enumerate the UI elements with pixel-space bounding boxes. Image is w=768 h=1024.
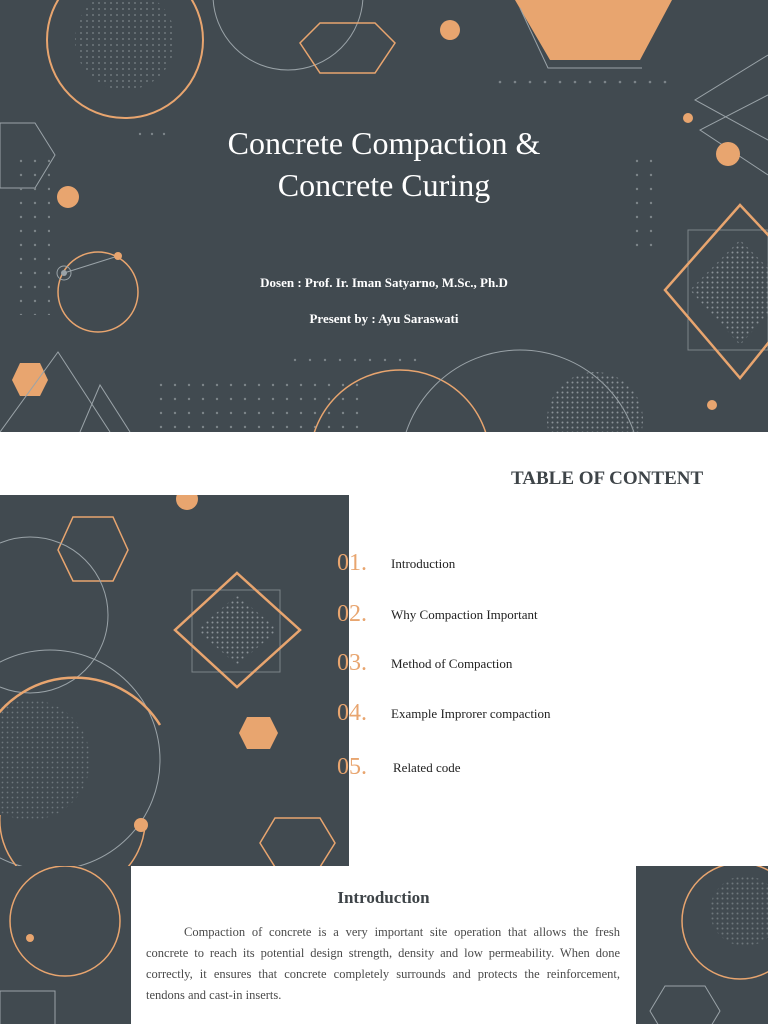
toc-item-number: 02.: [337, 601, 367, 627]
introduction-card: [131, 866, 636, 1024]
toc-item-number: 03.: [337, 650, 367, 676]
title-line-2: Concrete Curing: [277, 167, 491, 203]
introduction-paragraph: Compaction of concrete is a very important site operation that allows the fresh concrete to reach its potential design strength, density and low permeability. When done correctly, it ensures that concrete completely surrounds and protects the reinforcement, tendons and cast-in inserts.: [146, 925, 620, 1002]
introduction-heading: Introduction: [337, 888, 430, 907]
toc-decoration-panel: [0, 495, 349, 866]
presenter-name: Present by : Ayu Saraswati: [309, 311, 459, 326]
presentation-title: [0, 122, 768, 206]
toc-item-label: Related code: [393, 760, 461, 775]
title-slide-decoration: [0, 0, 768, 432]
toc-item-label: Introduction: [391, 556, 456, 571]
toc-item-label: Example Improrer compaction: [391, 706, 551, 721]
toc-item-number: 05.: [337, 754, 367, 780]
title-slide: [0, 0, 768, 432]
toc-item-number: 01.: [337, 550, 367, 576]
toc-item-label: Method of Compaction: [391, 656, 513, 671]
title-line-1: Concrete Compaction &: [227, 125, 541, 161]
table-of-content-slide: [0, 432, 768, 866]
toc-item-label: Why Compaction Important: [391, 607, 538, 622]
introduction-slide: [0, 866, 768, 1024]
toc-item-number: 04.: [337, 700, 367, 726]
toc-heading: TABLE OF CONTENT: [511, 468, 704, 489]
lecturer-name: Dosen : Prof. Ir. Iman Satyarno, M.Sc., Ph.D: [260, 275, 508, 290]
toc-decoration: [0, 495, 349, 866]
